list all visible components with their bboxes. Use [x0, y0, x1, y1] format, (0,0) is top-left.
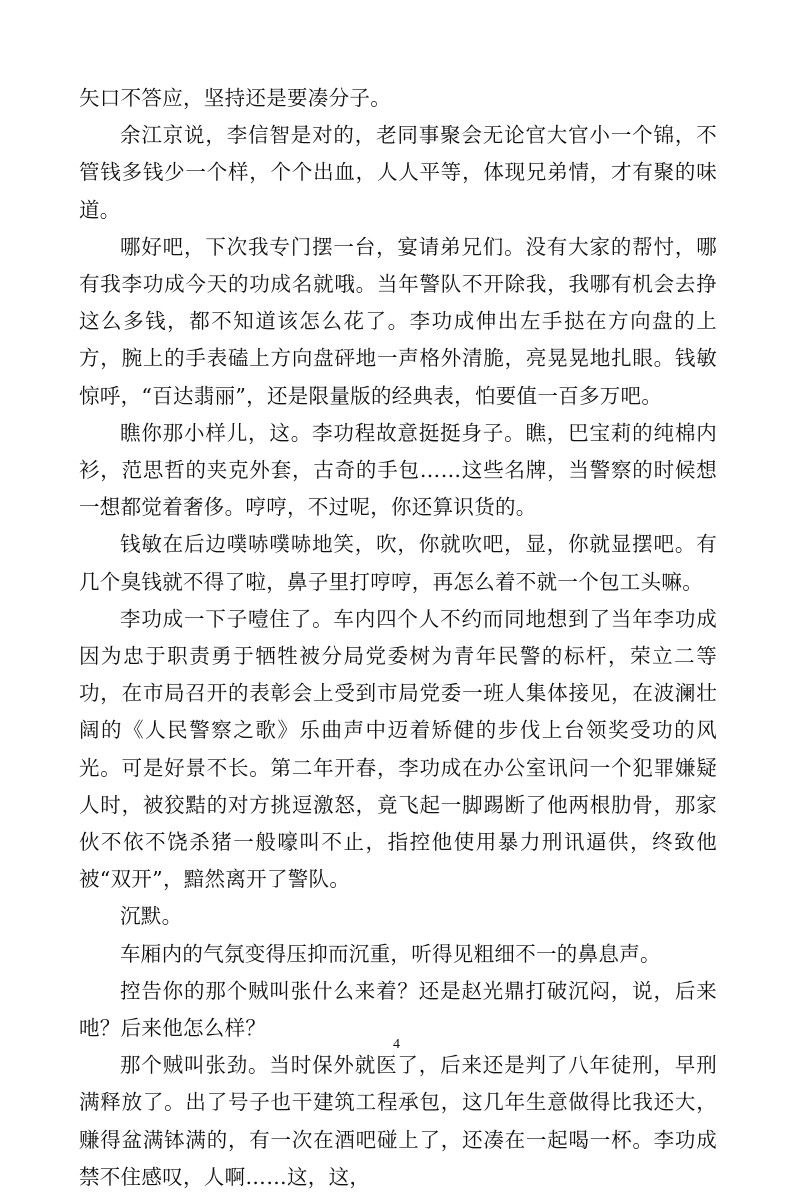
paragraph-4: 瞧你那小样儿，这。李功程故意挺挺身子。瞧，巴宝莉的纯棉内衫，范思哲的夹克外套，古奇的手包……这些名牌，当警察的时候想一想都觉着奢侈。哼哼，不过呢，你还算识货的。: [79, 420, 717, 520]
paragraph-6: 李功成一下子噎住了。车内四个人不约而同地想到了当年李功成因为忠于职责勇于牺牲被分局党委树为青年民警的标杆，荣立二等功，在市局召开的表彰会上受到市局党委一班人集体接见，在波澜壮阔的《人民警察之歌》乐曲声中迈着矫健的步伐上台领奖受功的风光。可是好景不长。第二年开春，李功成在办公室讯问一个犯罪嫌疑人时，被狡黠的对方挑逗激怒，竟飞起一脚踢断了他两根肋骨，那家伙不依不饶杀猪一般嚎叫不止，指控他使用暴力刑讯逼供，终致他被“双开”，黯然离开了警队。: [79, 606, 717, 892]
paragraph-7: 沉默。: [120, 904, 183, 929]
paragraph-5: 钱敏在后边噗哧噗哧地笑，吹，你就吹吧，显，你就显摆吧。有几个臭钱就不得了啦，鼻子里打哼哼，再怎么着不就一个包工头嘛。: [79, 532, 717, 594]
paragraph-2: 余江京说，李信智是对的，老同事聚会无论官大官小一个锦，不管钱多钱少一个样，个个出血，人人平等，体现兄弟情，才有聚的味道。: [79, 123, 717, 222]
page-number: 4: [393, 1037, 400, 1052]
paragraph-3: 哪好吧，下次我专门摆一台，宴请弟兄们。没有大家的帮忖，哪有我李功成今天的功成名就哦。当年警队不开除我，我哪有机会去挣这么多钱，都不知道该怎么花了。李功成伸出左手挞在方向盘的上方，腕上的手表磕上方向盘砰地一声格外清脆，亮晃晃地扎眼。钱敏惊呼，“百达翡丽”，还是限量版的经典表，怕要值一百多万吧。: [79, 234, 717, 408]
paragraph-1: 矢口不答应，坚持还是要凑分子。: [79, 86, 391, 110]
paragraph-9: 控告你的那个贼叫张什么来着？还是赵光鼎打破沉闷，说，后来吔？后来他怎么样？: [79, 978, 717, 1041]
paragraph-10: 那个贼叫张劲。当时保外就医了，后来还是判了八年徒刑，早刑满释放了。出了号子也干建筑工程承包，这几年生意做得比我还大，赚得盆满钵满的，有一次在酒吧碰上了，还凑在一起喝一杯。李功成禁不住感叹，人啊……这，这，: [79, 1053, 717, 1189]
paragraph-8: 车厢内的气氛变得压抑而沉重，听得见粗细不一的鼻息声。: [120, 941, 661, 966]
document-body: [79, 80, 717, 1196]
